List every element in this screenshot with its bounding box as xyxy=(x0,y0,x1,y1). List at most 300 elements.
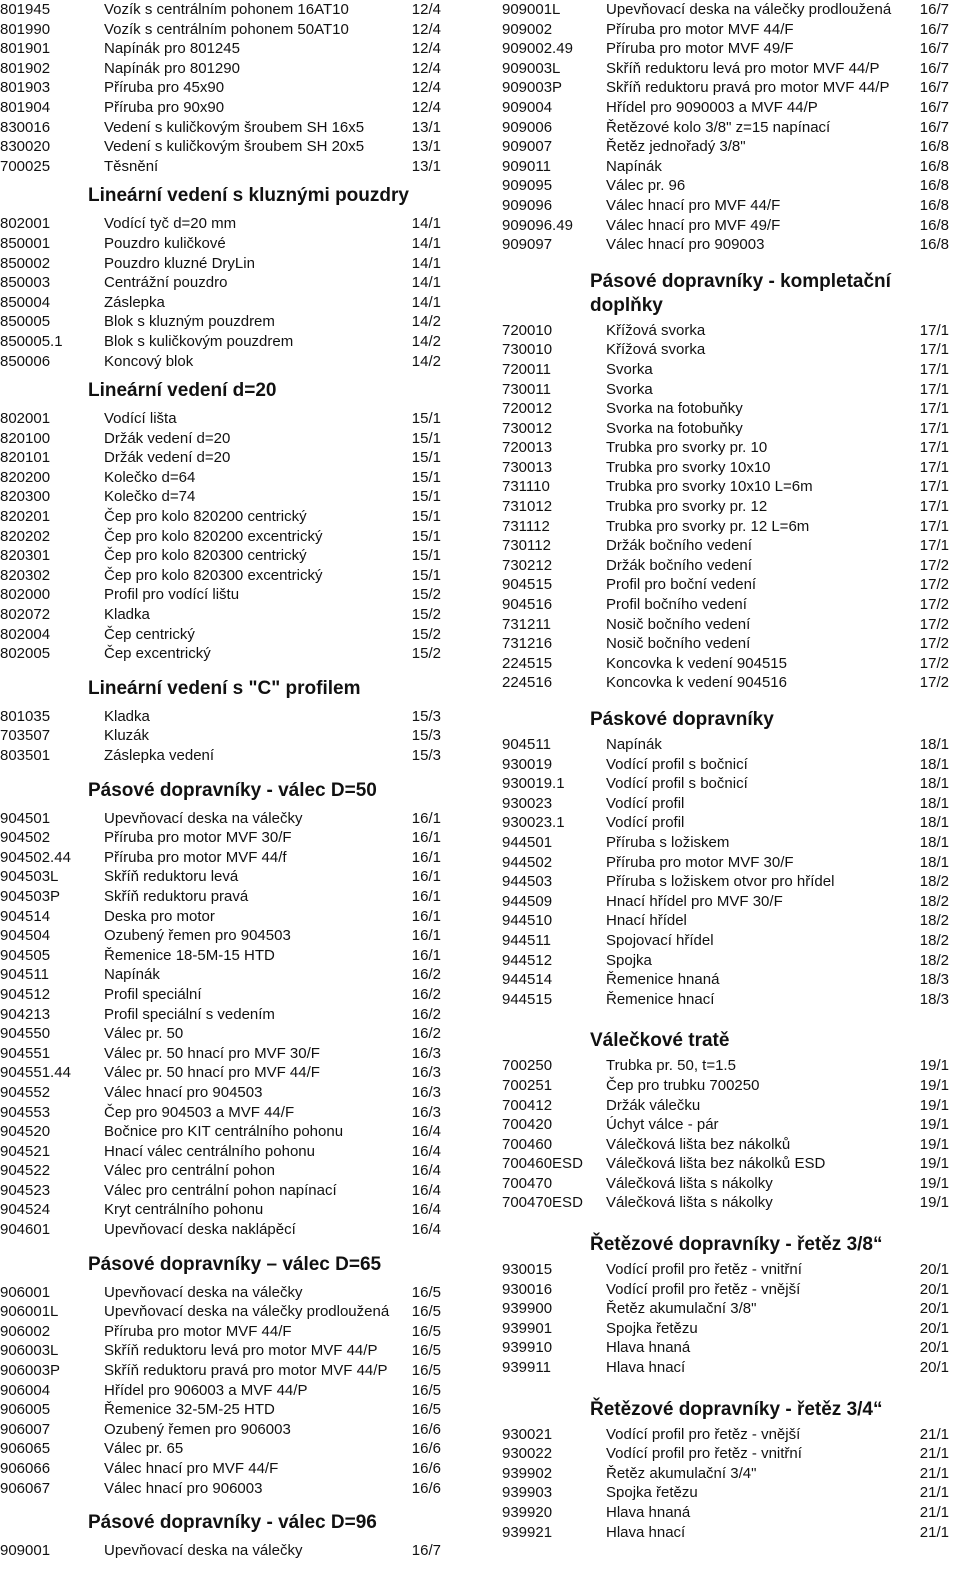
catalog-row xyxy=(502,477,957,497)
catalog-row xyxy=(502,458,957,478)
catalog-row xyxy=(0,352,455,372)
catalog-row xyxy=(0,644,455,664)
catalog-row xyxy=(0,1361,455,1381)
catalog-row xyxy=(0,1302,455,1322)
item-code: 909001 xyxy=(0,1542,51,1560)
section-heading: Pásové dopravníky - válec D=96 xyxy=(88,1512,377,1534)
item-page: 15/2 xyxy=(411,586,441,604)
item-description: Čep pro kolo 820200 centrický xyxy=(104,508,307,526)
item-page: 21/1 xyxy=(919,1504,949,1521)
catalog-row xyxy=(0,1283,455,1303)
catalog-row xyxy=(502,755,957,775)
item-page: 16/1 xyxy=(411,907,441,925)
item-code: 944502 xyxy=(502,853,553,871)
catalog-row xyxy=(502,911,957,931)
item-description: Válec hnací pro 909003 xyxy=(606,236,765,254)
item-description: Příruba pro 90x90 xyxy=(104,98,225,116)
catalog-row xyxy=(0,828,455,848)
item-page: 19/1 xyxy=(919,1096,949,1114)
item-code: 906066 xyxy=(0,1460,51,1477)
catalog-row xyxy=(0,78,455,98)
item-page: 18/3 xyxy=(919,971,949,989)
catalog-row xyxy=(502,951,957,971)
catalog-row xyxy=(502,157,957,177)
item-code: 802005 xyxy=(0,645,51,663)
item-code: 904512 xyxy=(0,985,51,1003)
item-code: 850005.1 xyxy=(0,332,63,350)
catalog-row xyxy=(0,946,455,966)
catalog-row xyxy=(502,735,957,755)
item-page: 16/3 xyxy=(411,1064,441,1082)
item-page: 15/2 xyxy=(411,645,441,663)
item-code: 802001 xyxy=(0,410,51,428)
catalog-row xyxy=(502,853,957,873)
catalog-row xyxy=(0,20,455,40)
item-code: 830020 xyxy=(0,138,51,156)
item-code: 801902 xyxy=(0,59,51,77)
item-description: Válec pr. 65 xyxy=(104,1440,184,1458)
item-page: 15/2 xyxy=(411,625,441,643)
item-code: 850002 xyxy=(0,254,51,272)
catalog-row xyxy=(502,98,957,118)
catalog-row xyxy=(502,78,957,98)
catalog-row xyxy=(502,1523,957,1543)
item-code: 930021 xyxy=(502,1425,553,1443)
item-page: 12/4 xyxy=(411,59,441,77)
item-code: 801901 xyxy=(0,40,51,58)
item-code: 909004 xyxy=(502,98,553,116)
item-description: Řetěz jednořadý 3/8" xyxy=(606,138,746,156)
item-code: 850004 xyxy=(0,293,51,311)
item-page: 17/2 xyxy=(919,615,949,633)
item-code: 939910 xyxy=(502,1339,553,1357)
item-code: 944515 xyxy=(502,990,553,1008)
item-page: 16/3 xyxy=(411,1103,441,1121)
item-code: 906065 xyxy=(0,1440,51,1458)
item-code: 830016 xyxy=(0,118,51,136)
item-description: Vodící tyč d=20 mm xyxy=(104,215,237,233)
item-code: 904524 xyxy=(0,1201,51,1219)
item-page: 15/1 xyxy=(411,566,441,584)
item-code: 802001 xyxy=(0,215,51,233)
section-heading: Válečkové tratě xyxy=(590,1030,730,1052)
item-description: Trubka pro svorky pr. 10 xyxy=(606,439,768,457)
catalog-row xyxy=(0,1439,455,1459)
item-page: 16/8 xyxy=(919,138,949,156)
catalog-row xyxy=(502,438,957,458)
item-description: Blok s kuličkovým pouzdrem xyxy=(104,332,294,350)
item-page: 18/2 xyxy=(919,873,949,891)
item-code: 850005 xyxy=(0,313,51,331)
catalog-row xyxy=(0,527,455,547)
left-column xyxy=(0,0,455,1561)
item-code: 700470ESD xyxy=(502,1194,583,1212)
item-code: 224516 xyxy=(502,674,553,692)
item-description: Vodící profil s bočnicí xyxy=(606,775,748,793)
catalog-row xyxy=(0,746,455,766)
item-description: Kladka xyxy=(104,707,150,725)
catalog-row xyxy=(0,234,455,254)
item-description: Nosič bočního vedení xyxy=(606,615,751,633)
catalog-row xyxy=(502,235,957,255)
catalog-row xyxy=(502,0,957,20)
item-page: 16/2 xyxy=(411,1025,441,1043)
item-code: 944503 xyxy=(502,873,553,891)
catalog-row xyxy=(0,332,455,352)
item-description: Upevňovací deska na válečky xyxy=(104,809,303,827)
catalog-row xyxy=(0,809,455,829)
item-code: 909096.49 xyxy=(502,216,573,234)
item-page: 16/4 xyxy=(411,1181,441,1199)
item-code: 820200 xyxy=(0,468,51,486)
item-page: 16/7 xyxy=(919,1,949,18)
item-description: Příruba pro motor MVF 30/F xyxy=(606,853,794,871)
item-code: 904511 xyxy=(502,736,551,753)
catalog-row xyxy=(0,1200,455,1220)
item-code: 730012 xyxy=(502,419,553,437)
catalog-row xyxy=(502,615,957,635)
item-code: 909007 xyxy=(502,138,553,156)
item-description: Upevňovací deska naklápěcí xyxy=(104,1221,296,1239)
item-code: 700460ESD xyxy=(502,1155,583,1173)
catalog-row xyxy=(0,39,455,59)
catalog-row xyxy=(0,1381,455,1401)
catalog-row xyxy=(0,1459,455,1479)
item-description: Válec hnací pro 904503 xyxy=(104,1083,263,1101)
item-description: Blok s kluzným pouzdrem xyxy=(104,313,275,331)
catalog-row xyxy=(502,360,957,380)
item-description: Trubka pro svorky pr. 12 xyxy=(606,498,768,516)
item-code: 906004 xyxy=(0,1381,51,1399)
catalog-row xyxy=(502,1056,957,1076)
item-page: 16/5 xyxy=(411,1322,441,1340)
item-description: Profil bočního vedení xyxy=(606,596,747,614)
item-description: Skříň reduktoru levá xyxy=(104,868,239,886)
item-page: 14/1 xyxy=(411,254,441,272)
item-page: 16/6 xyxy=(411,1420,441,1438)
catalog-row xyxy=(502,380,957,400)
item-description: Řetěz akumulační 3/8" xyxy=(606,1300,757,1318)
item-description: Čep pro 904503 a MVF 44/F xyxy=(104,1103,295,1121)
item-page: 17/1 xyxy=(919,537,949,555)
item-description: Bočnice pro KIT centrálního pohonu xyxy=(104,1123,344,1141)
catalog-row xyxy=(0,1083,455,1103)
item-description: Trubka pr. 50, t=1.5 xyxy=(606,1057,736,1075)
item-page: 16/7 xyxy=(919,79,949,97)
catalog-row xyxy=(502,1338,957,1358)
item-code: 820300 xyxy=(0,488,51,506)
item-description: Čep pro kolo 820300 centrický xyxy=(104,547,307,565)
catalog-row xyxy=(0,1161,455,1181)
item-description: Příruba pro motor MVF 30/F xyxy=(104,829,292,847)
item-code: 906002 xyxy=(0,1322,51,1340)
item-code: 944514 xyxy=(502,971,553,989)
item-description: Hnací válec centrálního pohonu xyxy=(104,1142,315,1160)
item-code: 906067 xyxy=(0,1479,51,1497)
item-page: 16/7 xyxy=(919,40,949,58)
item-page: 21/1 xyxy=(919,1425,949,1443)
catalog-row xyxy=(0,1122,455,1142)
item-description: Kluzák xyxy=(104,727,150,745)
item-page: 12/4 xyxy=(411,20,441,38)
catalog-row xyxy=(0,867,455,887)
item-code: 720012 xyxy=(502,400,553,418)
item-description: Vodící lišta xyxy=(104,410,177,428)
item-code: 904503P xyxy=(0,887,61,905)
item-code: 720013 xyxy=(502,439,553,457)
item-description: Upevňovací deska na válečky xyxy=(104,1542,303,1560)
item-description: Svorka xyxy=(606,380,653,398)
item-description: Hlava hnaná xyxy=(606,1339,691,1357)
catalog-row xyxy=(502,595,957,615)
catalog-row xyxy=(0,1024,455,1044)
item-code: 944509 xyxy=(502,892,553,910)
item-page: 16/4 xyxy=(411,1123,441,1141)
item-page: 15/3 xyxy=(411,707,441,725)
item-code: 700250 xyxy=(502,1057,553,1075)
item-description: Hřídel pro 906003 a MVF 44/P xyxy=(104,1381,308,1399)
item-page: 19/1 xyxy=(919,1057,949,1075)
item-description: Spojka řetězu xyxy=(606,1319,698,1337)
catalog-row xyxy=(0,566,455,586)
item-code: 820100 xyxy=(0,429,51,447)
item-description: Nosič bočního vedení xyxy=(606,635,751,653)
item-page: 17/2 xyxy=(919,654,949,672)
catalog-row xyxy=(0,273,455,293)
item-code: 700412 xyxy=(502,1096,553,1114)
item-page: 16/3 xyxy=(411,1083,441,1101)
item-code: 904515 xyxy=(502,576,553,594)
item-page: 21/1 xyxy=(919,1445,949,1463)
item-description: Spojka řetězu xyxy=(606,1484,698,1502)
item-page: 16/6 xyxy=(411,1479,441,1497)
item-description: Vodící profil pro řetěz - vnitřní xyxy=(606,1261,802,1279)
item-page: 15/1 xyxy=(411,410,441,428)
catalog-row xyxy=(502,1115,957,1135)
item-page: 17/2 xyxy=(919,556,949,574)
item-description: Příruba pro motor MVF 49/F xyxy=(606,40,794,58)
catalog-row xyxy=(0,214,455,234)
catalog-row xyxy=(0,1400,455,1420)
catalog-row xyxy=(0,137,455,157)
catalog-row xyxy=(502,399,957,419)
item-description: Hřídel pro 9090003 a MVF 44/P xyxy=(606,98,818,116)
item-page: 16/5 xyxy=(411,1401,441,1419)
item-code: 904213 xyxy=(0,1005,51,1023)
item-page: 12/4 xyxy=(411,79,441,97)
item-description: Vodící profil xyxy=(606,814,685,832)
item-page: 16/1 xyxy=(411,887,441,905)
item-description: Křížová svorka xyxy=(606,341,706,359)
item-description: Válec pr. 50 hnací pro MVF 44/F xyxy=(104,1064,320,1082)
item-description: Trubka pro svorky 10x10 xyxy=(606,458,771,476)
item-description: Profil pro vodící lištu xyxy=(104,586,240,604)
section-heading: Řetězové dopravníky - řetěz 3/8“ xyxy=(590,1234,883,1256)
catalog-row xyxy=(0,312,455,332)
item-page: 14/2 xyxy=(411,352,441,370)
item-page: 18/1 xyxy=(919,755,949,773)
item-description: Řetěz akumulační 3/4" xyxy=(606,1464,757,1482)
item-page: 16/8 xyxy=(919,177,949,195)
item-description: Řemenice 18-5M-15 HTD xyxy=(104,946,275,964)
item-code: 850001 xyxy=(0,234,51,252)
catalog-row xyxy=(0,1420,455,1440)
catalog-row xyxy=(0,1044,455,1064)
item-description: Příruba pro motor MVF 44/F xyxy=(606,20,794,38)
item-code: 944501 xyxy=(502,833,553,851)
item-code: 909096 xyxy=(502,196,553,214)
item-code: 939901 xyxy=(502,1319,553,1337)
catalog-row xyxy=(0,887,455,907)
catalog-row xyxy=(0,1063,455,1083)
item-code: 909003P xyxy=(502,79,563,97)
item-code: 909001L xyxy=(502,1,561,18)
catalog-row xyxy=(0,605,455,625)
item-description: Hlava hnaná xyxy=(606,1504,691,1521)
item-page: 21/1 xyxy=(919,1464,949,1482)
item-code: 904551 xyxy=(0,1044,51,1062)
item-page: 16/8 xyxy=(919,216,949,234)
item-page: 15/1 xyxy=(411,547,441,565)
item-code: 909002.49 xyxy=(502,40,573,58)
item-description: Hnací hřídel pro MVF 30/F xyxy=(606,892,783,910)
item-page: 19/1 xyxy=(919,1076,949,1094)
catalog-row xyxy=(502,118,957,138)
item-code: 906001L xyxy=(0,1303,59,1321)
item-page: 16/4 xyxy=(411,1162,441,1180)
catalog-row xyxy=(502,536,957,556)
catalog-row xyxy=(502,970,957,990)
catalog-row xyxy=(0,409,455,429)
item-code: 730010 xyxy=(502,341,553,359)
item-description: Záslepka vedení xyxy=(104,747,215,764)
item-description: Válec pro centrální pohon napínací xyxy=(104,1181,337,1199)
item-description: Válečková lišta s nákolky xyxy=(606,1194,773,1212)
catalog-row xyxy=(502,1193,957,1213)
item-page: 14/1 xyxy=(411,215,441,233)
item-code: 904521 xyxy=(0,1142,51,1160)
item-description: Držák vedení d=20 xyxy=(104,449,231,467)
item-page: 17/1 xyxy=(919,360,949,378)
item-code: 730112 xyxy=(502,537,551,555)
item-code: 720010 xyxy=(502,321,553,339)
item-code: 939921 xyxy=(502,1523,553,1541)
item-description: Ozubený řemen pro 904503 xyxy=(104,927,291,945)
catalog-row xyxy=(0,1479,455,1499)
item-page: 18/1 xyxy=(919,794,949,812)
item-code: 820301 xyxy=(0,547,51,565)
item-code: 700251 xyxy=(502,1076,553,1094)
item-code: 904514 xyxy=(0,907,51,925)
item-description: Napínák xyxy=(606,736,662,753)
item-code: 906001 xyxy=(0,1283,51,1301)
item-description: Trubka pro svorky pr. 12 L=6m xyxy=(606,517,810,535)
catalog-row xyxy=(502,931,957,951)
section-heading: Pásové dopravníky - kompletační doplňky xyxy=(590,270,891,316)
catalog-row xyxy=(0,546,455,566)
item-description: Kolečko d=74 xyxy=(104,488,196,506)
catalog-row xyxy=(502,673,957,693)
item-description: Úchyt válce - pár xyxy=(606,1116,719,1134)
item-page: 16/1 xyxy=(411,829,441,847)
item-description: Válec pr. 50 xyxy=(104,1025,184,1043)
item-page: 18/2 xyxy=(919,951,949,969)
item-page: 17/1 xyxy=(919,517,949,535)
item-page: 15/1 xyxy=(411,468,441,486)
item-description: Válečková lišta bez nákolků xyxy=(606,1135,791,1153)
item-code: 802000 xyxy=(0,586,51,604)
item-page: 13/1 xyxy=(411,118,441,136)
catalog-row xyxy=(0,848,455,868)
item-description: Koncovka k vedení 904516 xyxy=(606,674,787,692)
item-code: 904502.44 xyxy=(0,848,71,866)
item-page: 15/1 xyxy=(411,449,441,467)
item-code: 930019 xyxy=(502,755,553,773)
item-code: 904502 xyxy=(0,829,51,847)
item-code: 802072 xyxy=(0,606,51,624)
item-description: Držák bočního vedení xyxy=(606,556,752,574)
item-description: Řemenice hnaná xyxy=(606,971,720,989)
catalog-row xyxy=(502,813,957,833)
item-code: 720011 xyxy=(502,360,551,378)
item-page: 13/1 xyxy=(411,157,441,175)
item-page: 12/4 xyxy=(411,1,441,18)
catalog-row xyxy=(0,1341,455,1361)
item-code: 801904 xyxy=(0,98,51,116)
item-description: Čep excentrický xyxy=(104,645,211,663)
catalog-row xyxy=(502,575,957,595)
item-code: 904520 xyxy=(0,1123,51,1141)
catalog-row xyxy=(502,1299,957,1319)
catalog-row xyxy=(502,1444,957,1464)
item-page: 19/1 xyxy=(919,1116,949,1134)
catalog-row xyxy=(502,1076,957,1096)
catalog-row xyxy=(0,726,455,746)
catalog-row xyxy=(502,196,957,216)
item-page: 18/1 xyxy=(919,833,949,851)
item-code: 909011 xyxy=(502,157,551,175)
item-page: 16/4 xyxy=(411,1201,441,1219)
item-page: 16/3 xyxy=(411,1044,441,1062)
section-heading: Pásové dopravníky - válec D=50 xyxy=(88,779,377,801)
catalog-row xyxy=(502,1464,957,1484)
catalog-row xyxy=(502,774,957,794)
item-page: 16/1 xyxy=(411,946,441,964)
item-description: Válečková lišta bez nákolků ESD xyxy=(606,1155,826,1173)
item-page: 14/1 xyxy=(411,293,441,311)
item-description: Čep pro kolo 820200 excentrický xyxy=(104,527,323,545)
item-description: Držák válečku xyxy=(606,1096,701,1114)
catalog-row xyxy=(0,907,455,927)
item-page: 20/1 xyxy=(919,1280,949,1298)
item-page: 15/2 xyxy=(411,606,441,624)
item-page: 17/2 xyxy=(919,576,949,594)
item-page: 16/6 xyxy=(411,1440,441,1458)
item-description: Svorka na fotobuňky xyxy=(606,419,743,437)
item-description: Válec pro centrální pohon xyxy=(104,1162,275,1180)
item-page: 20/1 xyxy=(919,1261,949,1279)
item-description: Kolečko d=64 xyxy=(104,468,196,486)
item-page: 14/2 xyxy=(411,313,441,331)
catalog-row xyxy=(0,118,455,138)
item-page: 16/8 xyxy=(919,196,949,214)
item-code: 904552 xyxy=(0,1083,51,1101)
item-description: Válec hnací pro MVF 49/F xyxy=(606,216,781,234)
item-description: Ozubený řemen pro 906003 xyxy=(104,1420,291,1438)
item-code: 939920 xyxy=(502,1504,553,1521)
catalog-row xyxy=(0,98,455,118)
item-description: Křížová svorka xyxy=(606,321,706,339)
